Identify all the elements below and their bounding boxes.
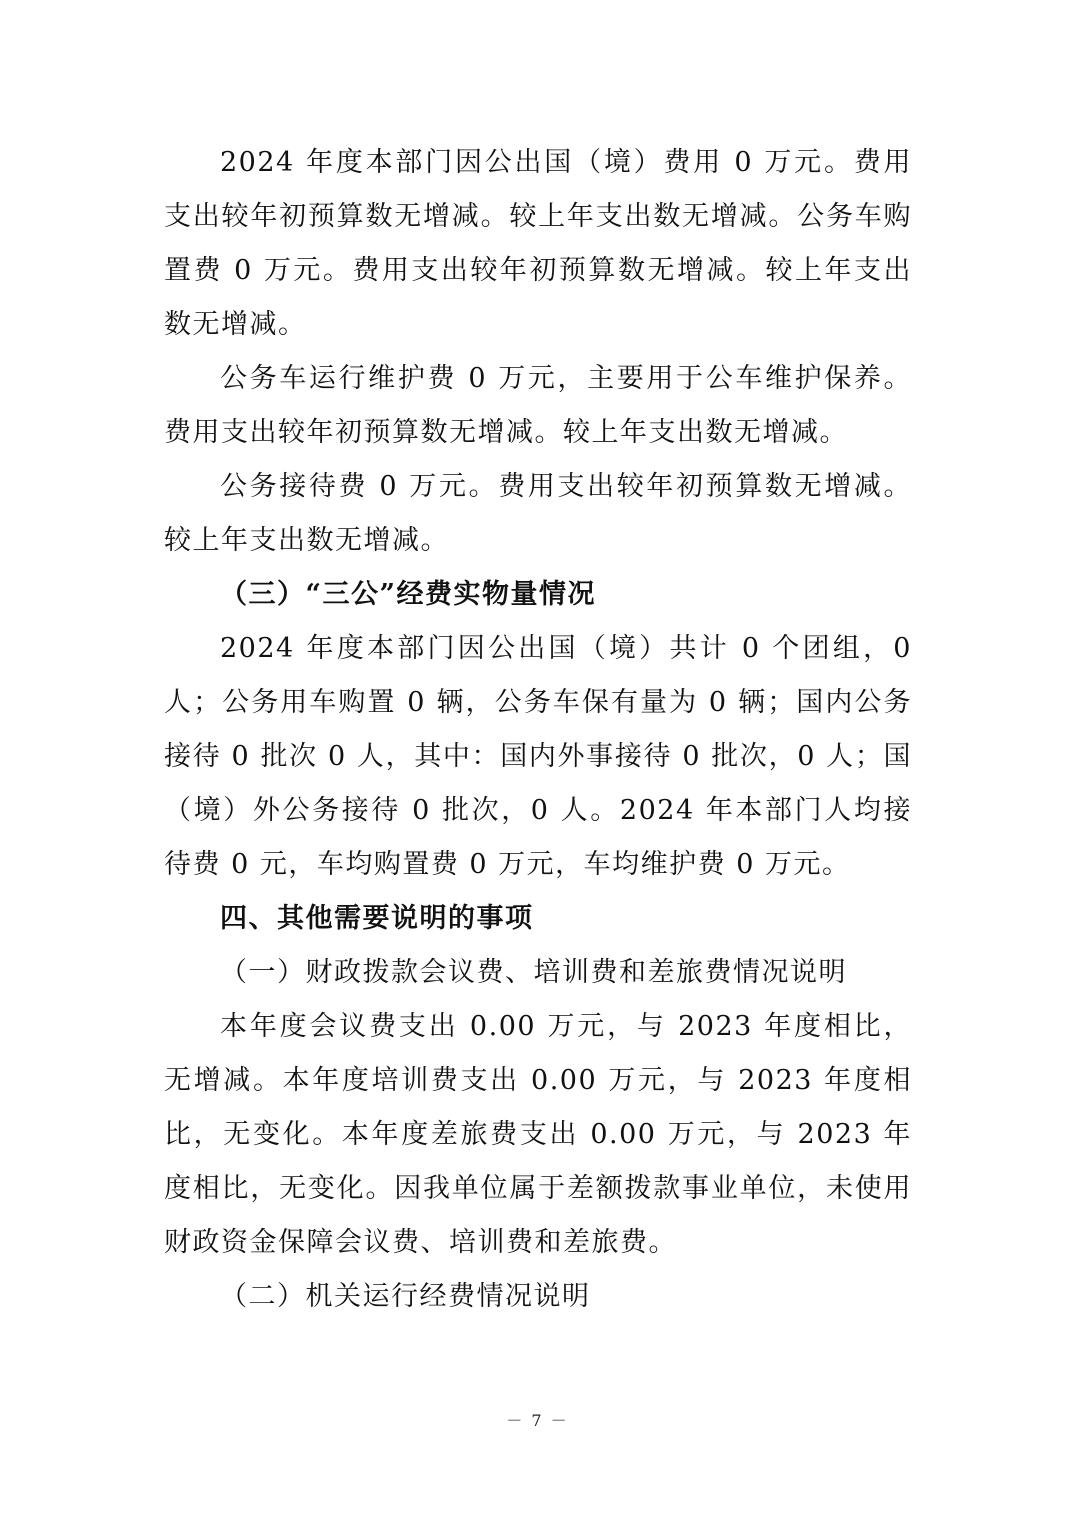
paragraph-physical-quantities: 2024 年度本部门因公出国（境）共计 0 个团组，0 人；公务用车购置 0 辆，公务车保有量为 0 辆；国内公务接待 0 批次 0 人，其中：国内外事接待 0 批次，0 人；国（境）外公务接待 0 批次，0 人。2024 年本部门人均接待费 0 元，车均购置费 0 万元，车均维护费 0 万元。 (164, 633, 912, 880)
section-heading-other-matters: 四、其他需要说明的事项 (220, 903, 534, 934)
subheading-meeting-training-travel: （一）财政拨款会议费、培训费和差旅费情况说明 (220, 957, 847, 988)
paragraph-vehicle-maintenance: 公务车运行维护费 0 万元，主要用于公车维护保养。费用支出较年初预算数无增减。较上年支出数无增减。 (164, 363, 912, 448)
subheading-operating-expenses: （二）机关运行经费情况说明 (220, 1281, 591, 1312)
section-heading-three-public-physical: （三）“三公”经费实物量情况 (220, 579, 597, 610)
paragraph-meeting-training-travel: 本年度会议费支出 0.00 万元，与 2023 年度相比，无增减。本年度培训费支出 0.00 万元，与 2023 年度相比，无变化。本年度差旅费支出 0.00 万元，与 2023 年度相比，无变化。因我单位属于差额拨款事业单位，未使用财政资金保障会议费、培训费和差旅费。 (164, 1011, 912, 1258)
page-content (164, 136, 912, 1324)
page-number: － 7 － (506, 1411, 569, 1430)
paragraph-reception-fee: 公务接待费 0 万元。费用支出较年初预算数无增减。较上年支出数无增减。 (164, 471, 912, 556)
paragraph-overseas-and-vehicle-purchase: 2024 年度本部门因公出国（境）费用 0 万元。费用支出较年初预算数无增减。较上年支出数无增减。公务车购置费 0 万元。费用支出较年初预算数无增减。较上年支出数无增减。 (164, 147, 912, 340)
